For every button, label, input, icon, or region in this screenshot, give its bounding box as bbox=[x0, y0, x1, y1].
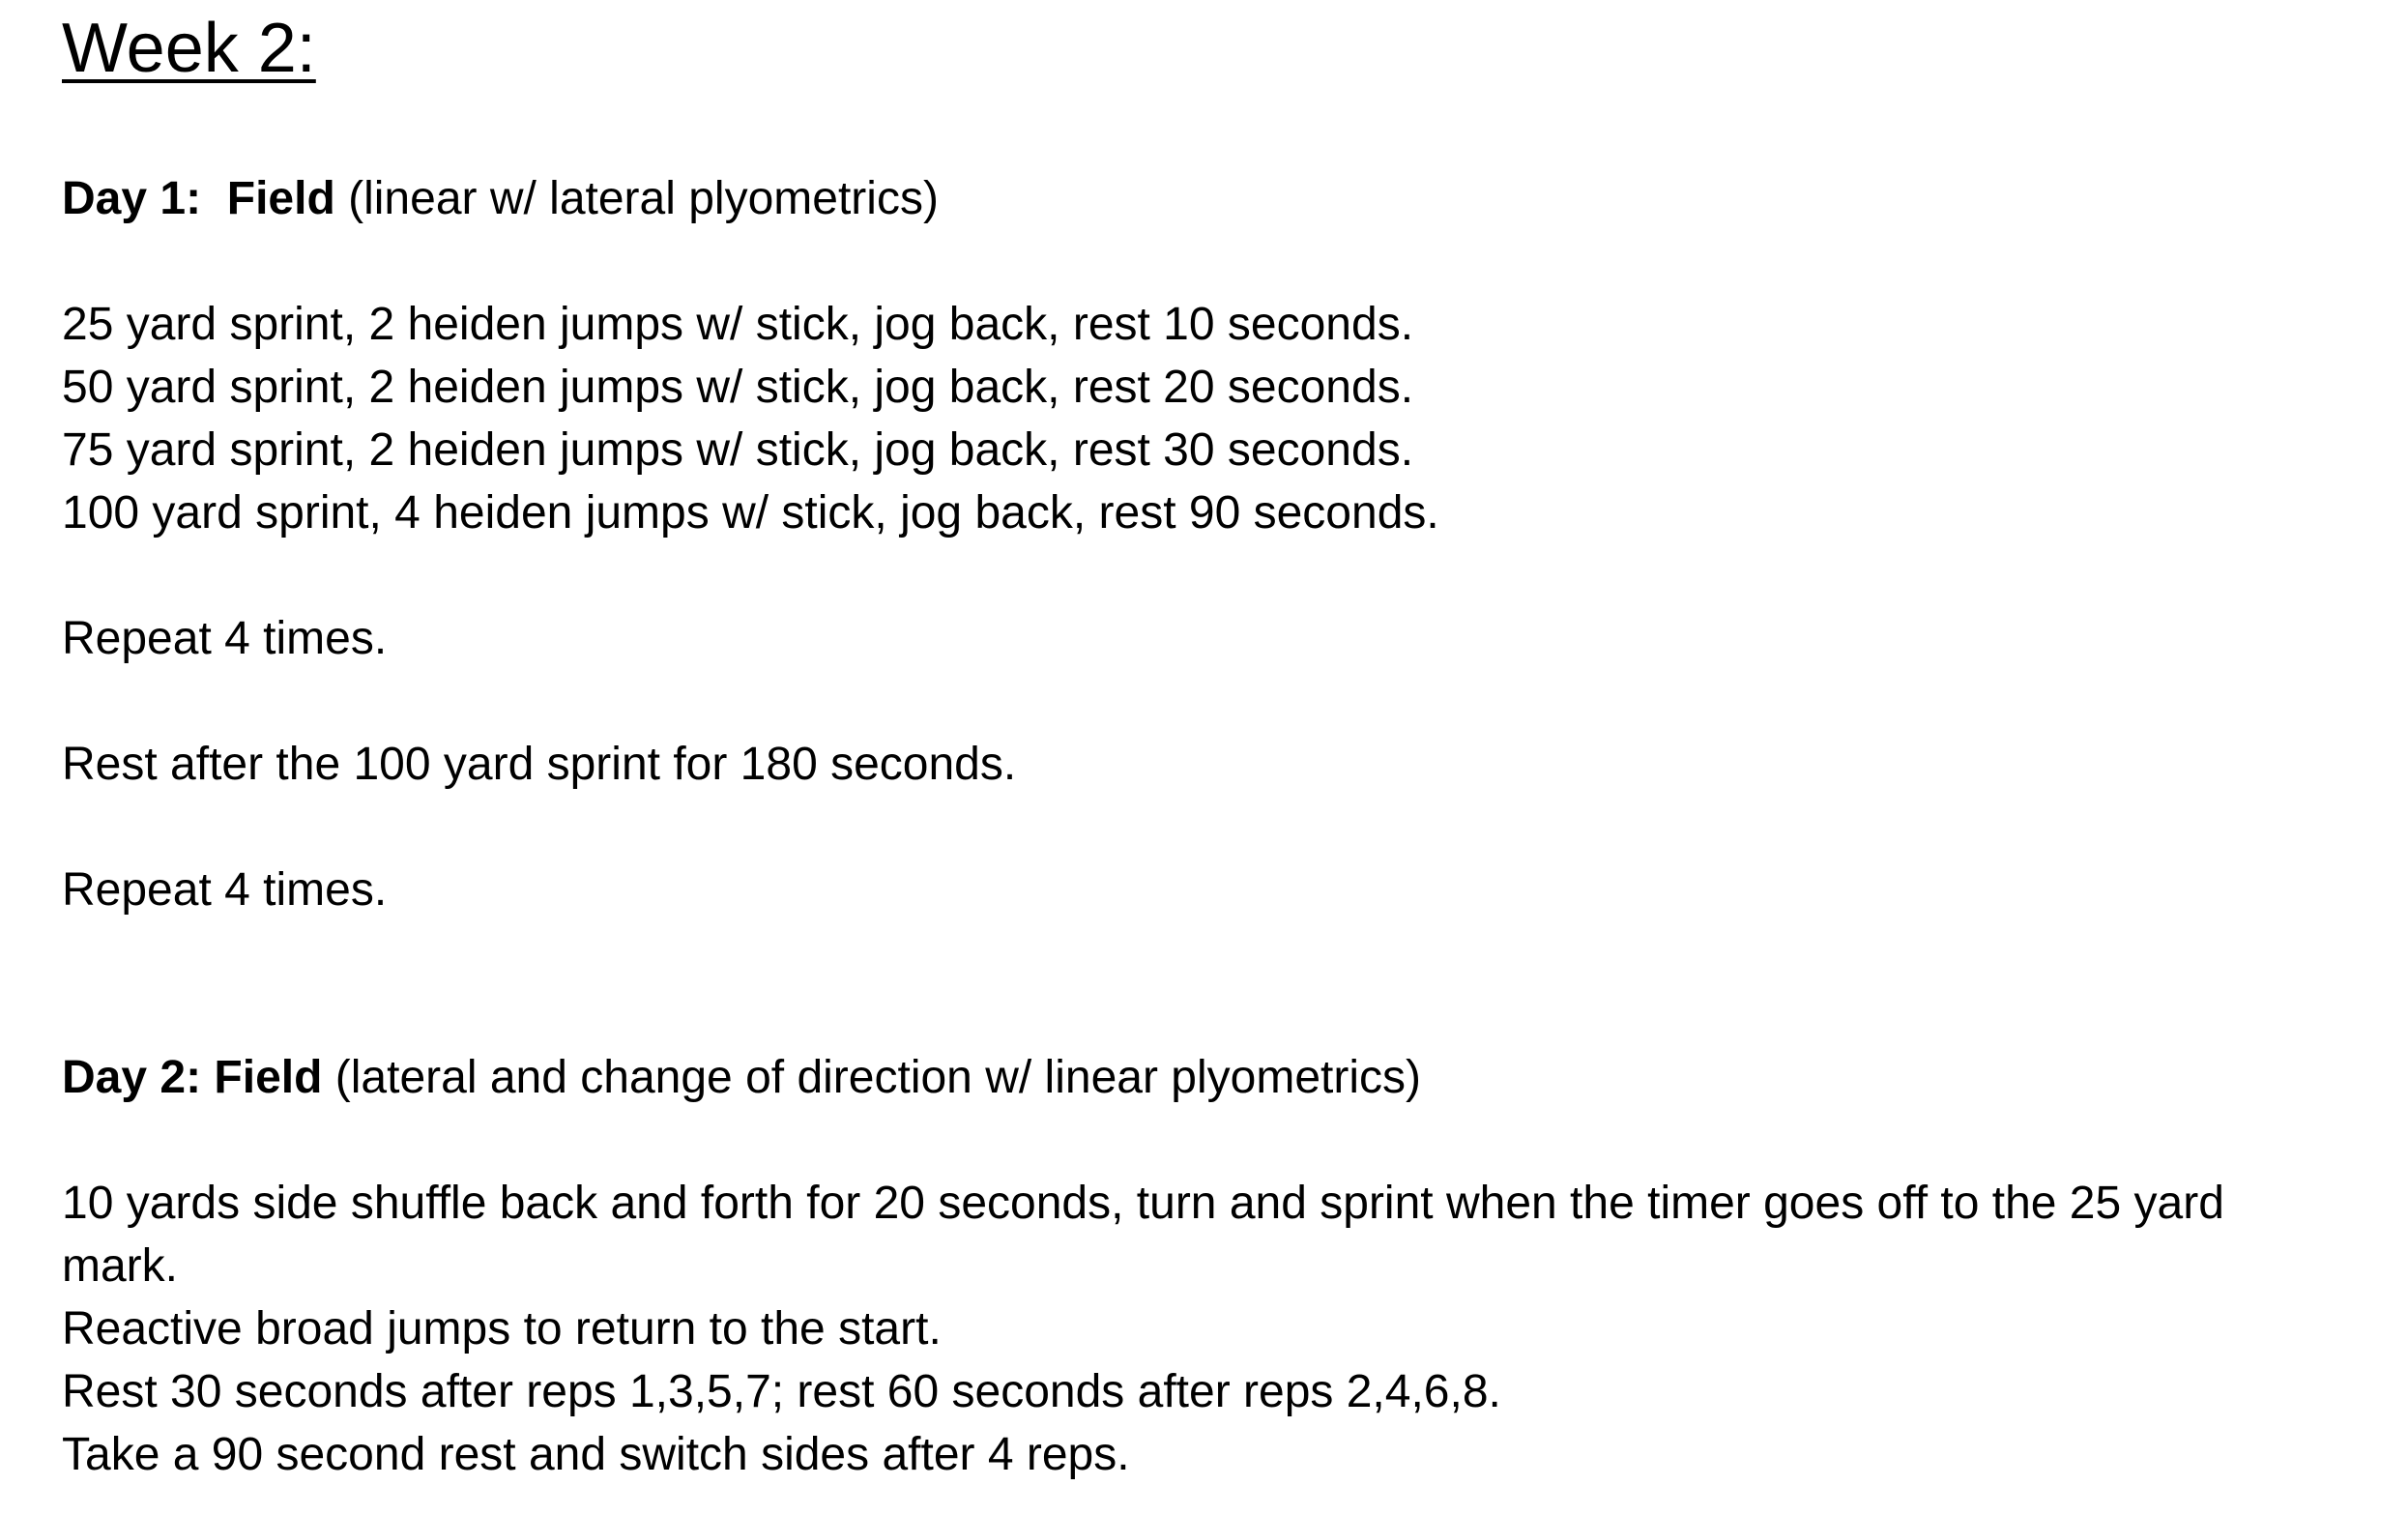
day2-line: Reactive broad jumps to return to the start. bbox=[62, 1303, 942, 1355]
day2-heading bbox=[62, 1049, 1421, 1107]
day2-line: Take a 90 second rest and switch sides after 4 reps. bbox=[62, 1429, 1130, 1480]
day1-heading bbox=[62, 170, 939, 228]
day2-focus: (lateral and change of direction w/ linear plyometrics) bbox=[334, 1052, 1421, 1103]
day2-line: Rest 30 seconds after reps 1,3,5,7; rest 60 seconds after reps 2,4,6,8. bbox=[62, 1366, 1501, 1417]
day1-repeat: Repeat 4 times. bbox=[62, 613, 388, 664]
day2-label: Day 2: bbox=[62, 1052, 202, 1103]
day2-line: mark. bbox=[62, 1240, 178, 1292]
day1-type: Field bbox=[226, 173, 335, 224]
day2-line: 10 yards side shuffle back and forth for 20 seconds, turn and sprint when the timer goes off to the 25 yard bbox=[62, 1178, 2224, 1229]
day1-label: Day 1: bbox=[62, 173, 202, 224]
week-heading: Week 2: bbox=[62, 10, 316, 87]
day1-repeat-final: Repeat 4 times. bbox=[62, 864, 388, 916]
day1-rest-note: Rest after the 100 yard sprint for 180 seconds. bbox=[62, 739, 1017, 790]
day1-drill: 50 yard sprint, 2 heiden jumps w/ stick, jog back, rest 20 seconds. bbox=[62, 362, 1414, 413]
day1-focus: (linear w/ lateral plyometrics) bbox=[348, 173, 939, 224]
day1-drill: 100 yard sprint, 4 heiden jumps w/ stick, jog back, rest 90 seconds. bbox=[62, 487, 1439, 539]
day1-drill: 25 yard sprint, 2 heiden jumps w/ stick, jog back, rest 10 seconds. bbox=[62, 299, 1414, 350]
day2-type: Field bbox=[214, 1052, 323, 1103]
day1-drill: 75 yard sprint, 2 heiden jumps w/ stick, jog back, rest 30 seconds. bbox=[62, 424, 1414, 476]
